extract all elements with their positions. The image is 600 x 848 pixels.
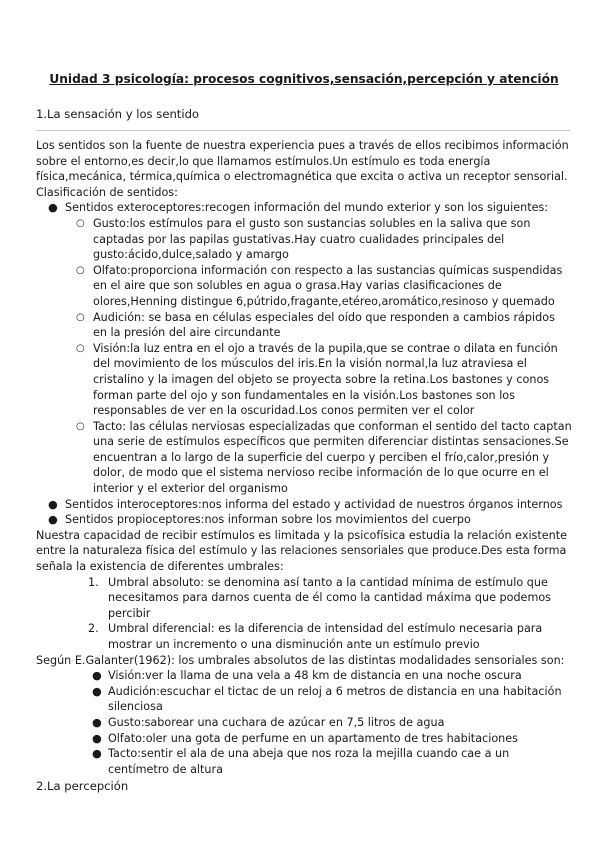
section2-heading: 2.La percepción	[36, 779, 129, 794]
circle-bullet-icon: ○	[76, 342, 85, 354]
bullet-icon: ●	[48, 513, 58, 527]
list-item-umbral-diferencial: 2. Umbral diferencial: es la diferencia de intensidad del estímulo necesaria para mostrar un incremento o una disminución ante un estímulo previo	[88, 622, 543, 651]
list-item-umbral-absoluto: 1. Umbral absoluto: se denomina así tanto a la cantidad mínima de estímulo que necesitamos para darnos cuenta de él como la cantidad máxima que podemos percibir	[88, 575, 552, 620]
document-body	[36, 138, 572, 795]
bullet-icon: ●	[92, 669, 102, 683]
circle-bullet-icon: ○	[76, 217, 85, 229]
list-item-tacto: ○ Tacto: las células nerviosas especializadas que conforman el sentido del tacto captan una serie de estímulos específicos que permiten diferenciar distintas sensaciones.Se encuentran a lo largo de la superficie del cuerpo y perciben el frío,calor,presión y dolor, de modo que el sistema nervioso recibe información de lo que ocurre en el interior y el exterior del organismo	[76, 419, 572, 496]
list-item-audicion: ○ Audición: se basa en células especiales del oído que responden a cambios rápidos en la presión del aire circundante	[76, 310, 555, 340]
bullet-icon: ●	[92, 715, 102, 729]
document-title: Unidad 3 psicología: procesos cognitivos,sensación,percepción y atención	[49, 72, 559, 86]
circle-bullet-icon: ○	[76, 420, 85, 432]
horizontal-rule	[36, 130, 570, 131]
intro-paragraph: Los sentidos son la fuente de nuestra experiencia pues a través de ellos recibimos información sobre el entorno,es decir,lo que llamamos estímulos.Un estímulo es toda energía física,mecánica, térmica,química o electromagnética que excita o activa un receptor sensorial.	[36, 139, 569, 184]
list-item-exteroceptores: ● Sentidos exteroceptores:recogen información del mundo exterior y son los siguientes:	[48, 201, 549, 215]
list-item-galanter-olfato: ● Olfato:oler una gota de perfume en un apartamento de tres habitaciones	[92, 731, 518, 745]
list-item-interoceptores: ● Sentidos interoceptores:nos informa del estado y actividad de nuestros órganos internos	[48, 497, 563, 511]
circle-bullet-icon: ○	[76, 311, 85, 323]
galanter-intro: Según E.Galanter(1962): los umbrales absolutos de las distintas modalidades sensoriales son:	[36, 653, 565, 667]
bullet-icon: ●	[48, 497, 58, 511]
list-item-propioceptores: ● Sentidos propioceptores:nos informan sobre los movimientos del cuerpo	[48, 513, 471, 527]
list-item-olfato: ○ Olfato:proporciona información con respecto a las sustancias químicas suspendidas en el aire que son solubles en agua o grasa.Hay varias clasificaciones de olores,Henning distingue 6,pútrido,fragante,etéreo,aromático,resinoso y quemado	[76, 263, 563, 308]
bullet-icon: ●	[92, 684, 102, 698]
capacity-paragraph: Nuestra capacidad de recibir estímulos es limitada y la psicofísica estudia la relación existente entre la naturaleza física del estímulo y las relaciones sensoriales que produce.Des esta forma señala la existencia de diferentes umbrales:	[36, 528, 568, 574]
circle-bullet-icon: ○	[76, 264, 85, 276]
list-item-galanter-gusto: ● Gusto:saborear una cuchara de azúcar en 7,5 litros de agua	[92, 715, 445, 729]
classification-label: Clasificación de sentidos:	[36, 185, 178, 199]
bullet-icon: ●	[92, 747, 102, 761]
list-item-galanter-audicion: ● Audición:escuchar el tictac de un reloj a 6 metros de distancia en una habitación silenciosa	[92, 684, 562, 714]
list-item-vision: ○ Visión:la luz entra en el ojo a través de la pupila,que se contrae o dilata en función del movimiento de los músculos del iris.En la visión normal,la luz atraviesa el cristalino y la imagen del objeto se proyecta sobre la retina.Los bastones y conos forman parte del ojo y son fundamentales en la visión.Los bastones son los responsables de ver en la oscuridad.Los conos permiten ver el color	[76, 341, 558, 418]
bullet-icon: ●	[92, 731, 102, 745]
list-item-galanter-tacto: ● Tacto:sentir el ala de una abeja que nos roza la mejilla cuando cae a un centímetro de altura	[92, 747, 510, 776]
bullet-icon: ●	[48, 201, 58, 215]
list-item-gusto: ○ Gusto:los estímulos para el gusto son sustancias solubles en la saliva que son captadas por las papilas gustativas.Hay cuatro cualidades principales del gusto:ácido,dulce,salado y amargo	[76, 216, 531, 262]
section1-heading: 1.La sensación y los sentido	[36, 107, 200, 121]
list-item-galanter-vision: ● Visión:ver la llama de una vela a 48 km de distancia en una noche oscura	[92, 669, 522, 683]
